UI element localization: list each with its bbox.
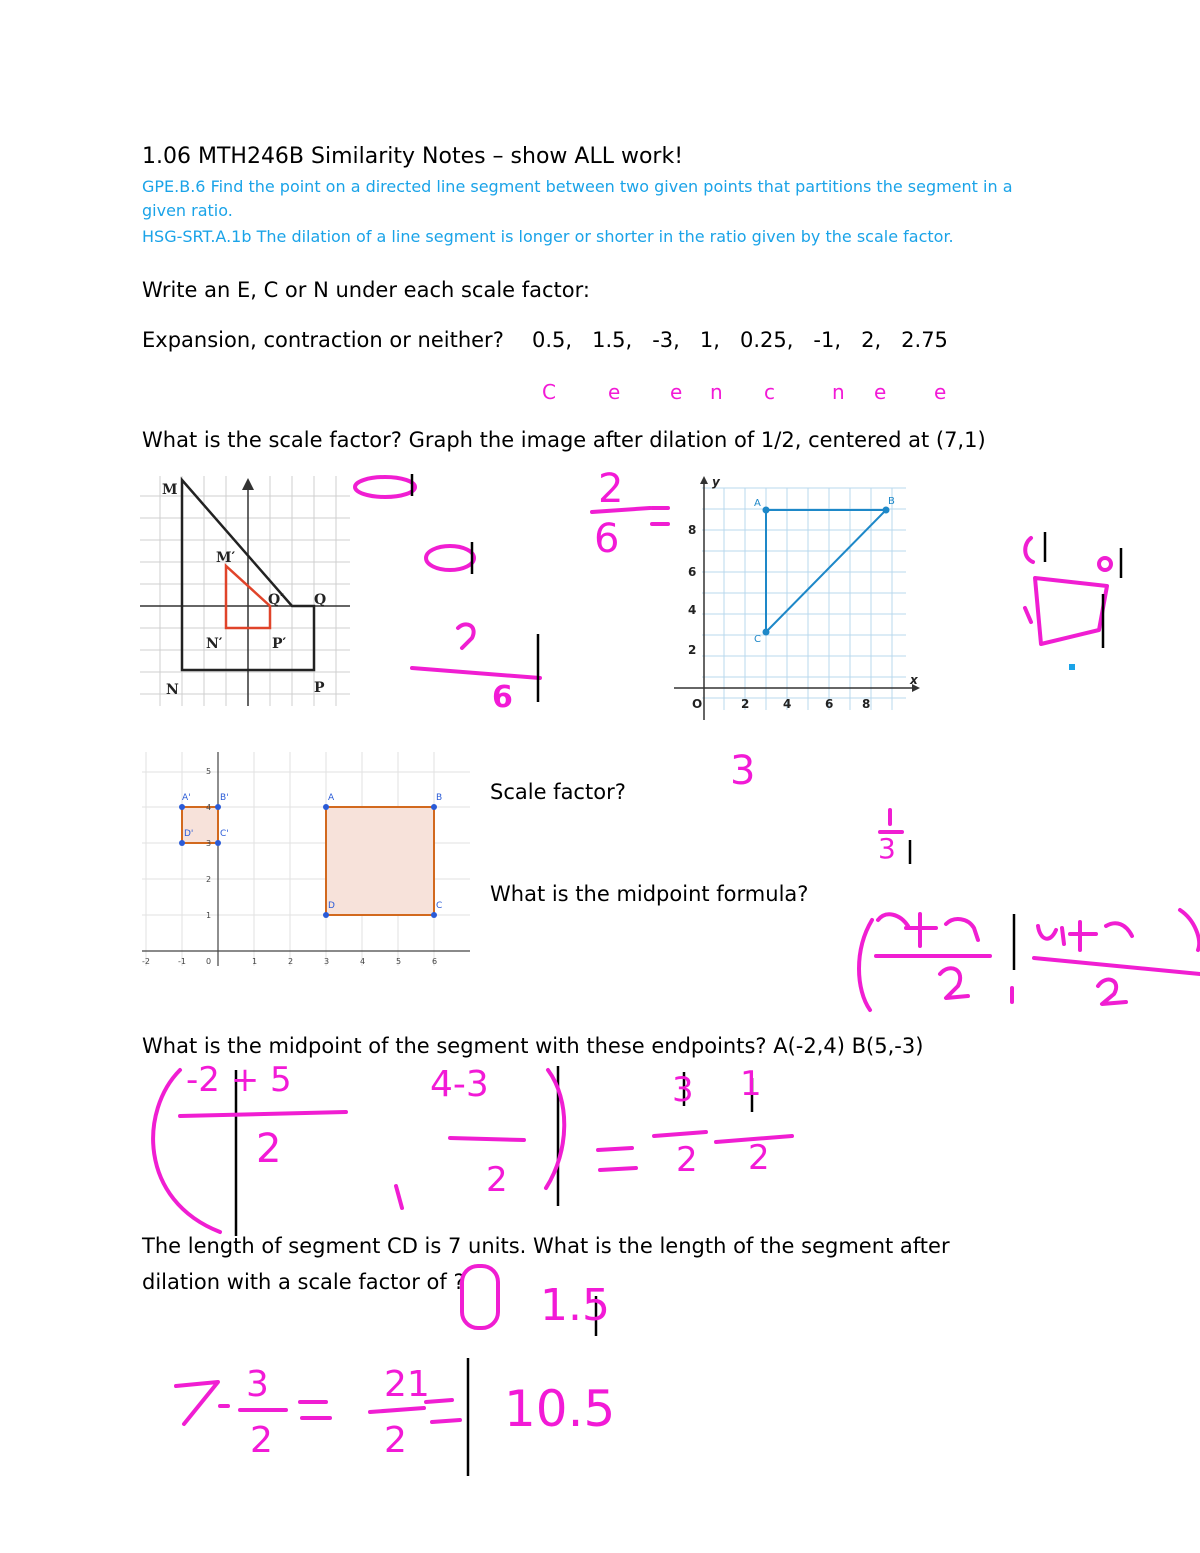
question-expansion: Expansion, contraction or neither? [142,328,504,352]
hw-scale-answer: 3 [730,748,756,794]
answer-6: e [874,380,887,404]
abc-x-tick-8: 8 [862,697,871,711]
sq-x-tick-1: 1 [252,957,258,966]
abc-point-b: B [888,496,895,507]
figure-squares [142,752,472,968]
hw-one-third-den: 3 [878,832,896,865]
hw-result-den1: 2 [676,1140,698,1180]
sf-0: 0.5, [532,328,573,352]
answer-2: e [670,380,683,404]
question-write-ecn: Write an E, C or N under each scale factor: [142,278,590,302]
page-title: 1.06 MTH246B Similarity Notes – show ALL work! [142,144,684,169]
hw-frac-num: 2 [598,466,624,512]
sq-point-d: D [328,901,335,911]
sf-2: -3, [652,328,680,352]
question-midpoint-formula: What is the midpoint formula? [490,882,809,906]
scale-factor-list [532,328,948,352]
abc-x-tick-2: 2 [741,697,750,711]
hw-6-under: 6 [492,680,513,715]
label-m: M [162,482,178,498]
question-scale-factor: Scale factor? [490,780,626,804]
hw-den-mid: 2 [486,1160,508,1200]
abc-origin: O [692,697,703,711]
abc-point-a: A [754,498,761,509]
answer-1: e [608,380,621,404]
hw-midpoint-num1: -2 + 5 [186,1060,292,1100]
label-p-prime: P′ [272,636,287,652]
abc-x-label: x [910,673,918,687]
label-m-prime: M′ [216,550,236,566]
figure-abc [672,474,922,724]
abc-x-tick-6: 6 [825,697,834,711]
handwriting-zeros [350,470,550,710]
label-n: N [166,682,179,698]
label-p: P [314,680,325,696]
handwriting-midpoint-formula [850,900,1200,1020]
sq-y-tick-1: 1 [206,911,212,920]
hw-result-num2: 1 [740,1064,762,1104]
sf-7: 2.75 [901,328,948,352]
hw-calc-3: 3 [246,1364,269,1405]
sq-x-tick-6: 6 [432,957,438,966]
question-length-cd: The length of segment CD is 7 units. What is the length of the segment after [142,1234,950,1258]
hw-result-num1: 3 [672,1070,694,1110]
answer-4: c [764,380,775,404]
sq-x-tick-2: 2 [288,957,294,966]
sq-point-a-prime: A' [182,793,191,803]
hw-result-den2: 2 [748,1138,770,1178]
hw-length-answer: 1.5 [540,1280,610,1331]
sq-point-b-prime: B' [220,793,229,803]
answer-0: C [542,380,556,404]
sq-point-c: C [436,901,443,911]
sq-x-tick-neg1: -1 [178,957,186,966]
sf-4: 0.25, [739,328,794,352]
sq-x-tick-3: 3 [324,957,330,966]
abc-y-tick-8: 8 [688,523,697,537]
sf-1: 1.5, [592,328,633,352]
label-q-prime: Q′ [268,592,284,608]
sf-3: 1, [699,328,720,352]
sq-y-tick-5: 5 [206,767,212,776]
hw-midpoint-num2: 4-3 [430,1064,489,1105]
sq-y-tick-3: 3 [206,839,212,848]
sf-6: 2, [861,328,882,352]
hw-den-left: 2 [256,1126,282,1172]
answer-5: n [832,380,845,404]
hw-calc-2a: 2 [250,1420,273,1461]
standard-gpe-cont: given ratio. [142,201,233,220]
sq-x-tick-4: 4 [360,957,366,966]
standard-gpe: GPE.B.6 Find the point on a directed line segment between two given points that partitions the segment in a [142,177,1013,196]
abc-x-tick-4: 4 [783,697,792,711]
sq-y-tick-2: 2 [206,875,212,884]
sq-point-b: B [436,793,443,803]
hw-calc-21: 21 [384,1364,430,1405]
sq-x-tick-0: 0 [206,957,212,966]
abc-y-tick-2: 2 [688,643,697,657]
abc-y-label: y [712,475,720,489]
label-q: Q [314,592,327,608]
abc-point-c: C [754,634,761,645]
question-midpoint-endpoints: What is the midpoint of the segment with these endpoints? A(-2,4) B(5,-3) [142,1034,924,1058]
hw-calc-2b: 2 [384,1420,407,1461]
abc-y-tick-4: 4 [688,603,697,617]
handwriting-one-third-triangle [1015,520,1165,680]
sq-x-tick-neg2: -2 [142,957,150,966]
abc-y-tick-6: 6 [688,565,697,579]
sf-5: -1, [813,328,842,352]
sq-point-d-prime: D' [184,829,194,839]
sq-y-tick-4: 4 [206,803,212,812]
question-scale-factor-graph: What is the scale factor? Graph the image after dilation of 1/2, centered at (7,1) [142,428,986,452]
sq-x-tick-5: 5 [396,957,402,966]
answer-3: n [710,380,723,404]
figure-mnop [140,476,352,708]
hw-frac-den: 6 [594,516,620,562]
answer-7: e [934,380,947,404]
label-n-prime: N′ [206,636,223,652]
standard-hsg: HSG-SRT.A.1b The dilation of a line segment is longer or shorter in the ratio given by the scale factor. [142,227,954,246]
sq-point-a: A [328,793,335,803]
hw-final-answer: 10.5 [504,1380,616,1438]
question-length-cd-cont: dilation with a scale factor of ? [142,1270,465,1294]
sq-point-c-prime: C' [220,829,229,839]
